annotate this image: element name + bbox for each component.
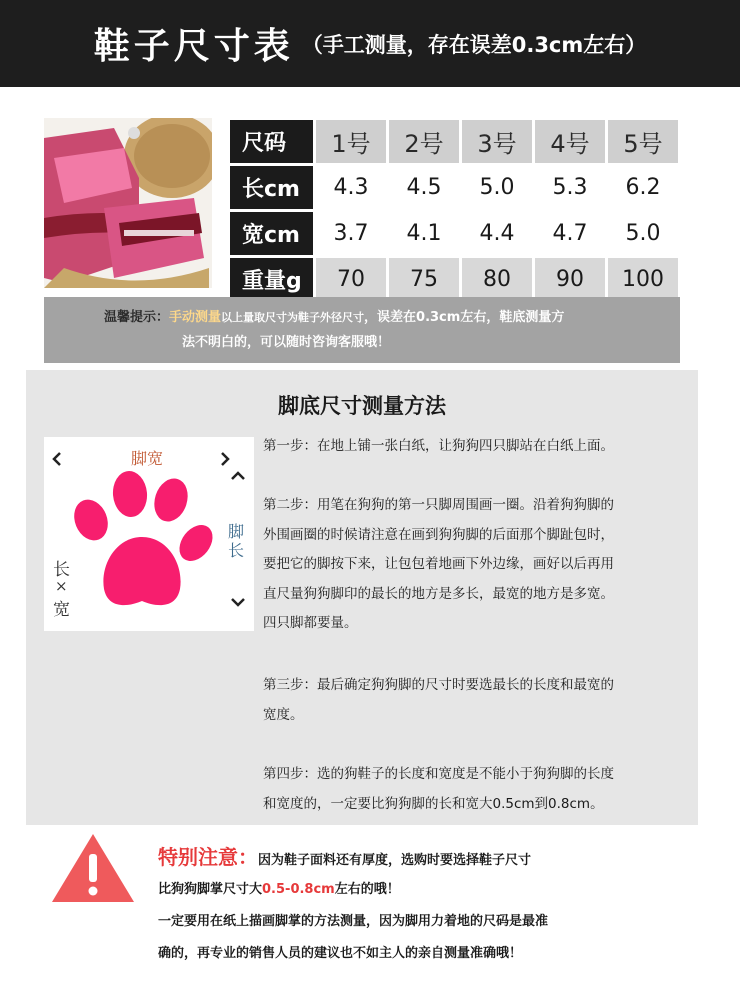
measurement-method-panel [26, 370, 698, 825]
notice-line-2 [158, 874, 638, 905]
step-line: 和宽度的，一定要比狗狗脚的长和宽大0.5cm到0.8cm。 [263, 795, 604, 812]
page-header [0, 0, 740, 87]
table-cell: 4.3 [316, 166, 386, 209]
step-3 [263, 671, 693, 730]
width-row [230, 212, 678, 255]
table-cell: 6.2 [608, 166, 678, 209]
row-label-width: 宽cm [230, 212, 313, 255]
side-label-2: × [55, 577, 68, 595]
warning-icon [50, 832, 136, 904]
side-label-1: 长 [53, 560, 70, 580]
step-line: 宽度。 [263, 706, 304, 723]
tip-label: 温馨提示： [104, 310, 170, 325]
step-1 [263, 432, 693, 462]
row-label-size: 尺码 [230, 120, 313, 163]
table-cell: 5.0 [608, 212, 678, 255]
size-col: 1号 [316, 120, 386, 163]
tip-text-small: 以上量取尺寸为鞋子外径尺寸 [221, 311, 365, 324]
side-label-3: 宽 [53, 600, 70, 620]
paw-diagram [44, 437, 254, 631]
notice-text: 因为鞋子面料还有厚度，选购时要选择鞋子尺寸 [258, 853, 532, 868]
row-label-length: 长cm [230, 166, 313, 209]
notice-line-1 [158, 842, 638, 876]
special-notice [48, 832, 708, 972]
weight-row [230, 258, 678, 301]
table-cell: 5.3 [535, 166, 605, 209]
size-col: 4号 [535, 120, 605, 163]
tip-line-2: 法不明白的，可以随时咨询客服哦！ [182, 335, 391, 350]
table-cell: 4.4 [462, 212, 532, 255]
width-label: 脚宽 [131, 449, 164, 468]
tip-banner [44, 297, 680, 363]
table-cell: 90 [535, 258, 605, 301]
step-line: 外围画圈的时候请注意在画到狗狗脚的后面那个脚趾包时， [263, 526, 614, 543]
notice-text: 左右的哦！ [334, 882, 400, 897]
size-col: 5号 [608, 120, 678, 163]
notice-line-4: 确的，再专业的销售人员的建议也不如主人的亲自测量准确哦！ [158, 946, 523, 961]
notice-highlight: 0.5-0.8cm [262, 882, 335, 897]
tip-highlight: 手动测量 [169, 310, 222, 325]
page-subtitle: （手工测量，存在误差0.3cm左右） [301, 32, 647, 57]
step-line: 要把它的脚按下来，让包包着地画下外边缘，画好以后再用 [263, 556, 614, 572]
size-col: 2号 [389, 120, 459, 163]
table-cell: 5.0 [462, 166, 532, 209]
step-line: 四只脚都要量。 [263, 615, 358, 631]
step-2 [263, 491, 693, 639]
size-col: 3号 [462, 120, 532, 163]
step-line: 第一步：在地上铺一张白纸，让狗狗四只脚站在白纸上面。 [263, 438, 614, 454]
page-title: 鞋子尺寸表 [93, 26, 294, 67]
size-header-row [230, 120, 678, 163]
notice-title: 特别注意： [158, 845, 258, 869]
notice-line-3: 一定要用在纸上描画脚掌的方法测量，因为脚用力着地的尺码是最准 [158, 914, 549, 929]
table-cell: 3.7 [316, 212, 386, 255]
length-label-2: 长 [228, 541, 245, 560]
table-cell: 80 [462, 258, 532, 301]
product-photo [44, 118, 212, 288]
length-row [230, 166, 678, 209]
step-4 [263, 760, 693, 819]
row-label-weight: 重量g [230, 258, 313, 301]
tip-line-1 [104, 305, 664, 330]
dog-shoe-image [44, 118, 212, 288]
step-line: 第二步：用笔在狗狗的第一只脚周围画一圈。沿着狗狗脚的 [263, 497, 614, 513]
step-line: 第四步：选的狗鞋子的长度和宽度是不能小于狗狗脚的长度 [263, 766, 614, 782]
table-cell: 4.7 [535, 212, 605, 255]
notice-text: 比狗狗脚掌尺寸大 [158, 882, 263, 897]
table-cell: 75 [389, 258, 459, 301]
step-line: 第三步：最后确定狗狗脚的尺寸时要选最长的长度和最宽的 [263, 677, 614, 693]
table-cell: 100 [608, 258, 678, 301]
size-table [227, 117, 681, 304]
method-title: 脚底尺寸测量方法 [278, 394, 446, 418]
tip-text: ，误差在0.3cm左右，鞋底测量方 [364, 310, 565, 325]
step-line: 直尺量狗狗脚印的最长的地方是多长，最宽的地方是多宽。 [263, 585, 614, 602]
table-cell: 4.5 [389, 166, 459, 209]
table-cell: 70 [316, 258, 386, 301]
table-cell: 4.1 [389, 212, 459, 255]
length-label-1: 脚 [228, 522, 245, 541]
